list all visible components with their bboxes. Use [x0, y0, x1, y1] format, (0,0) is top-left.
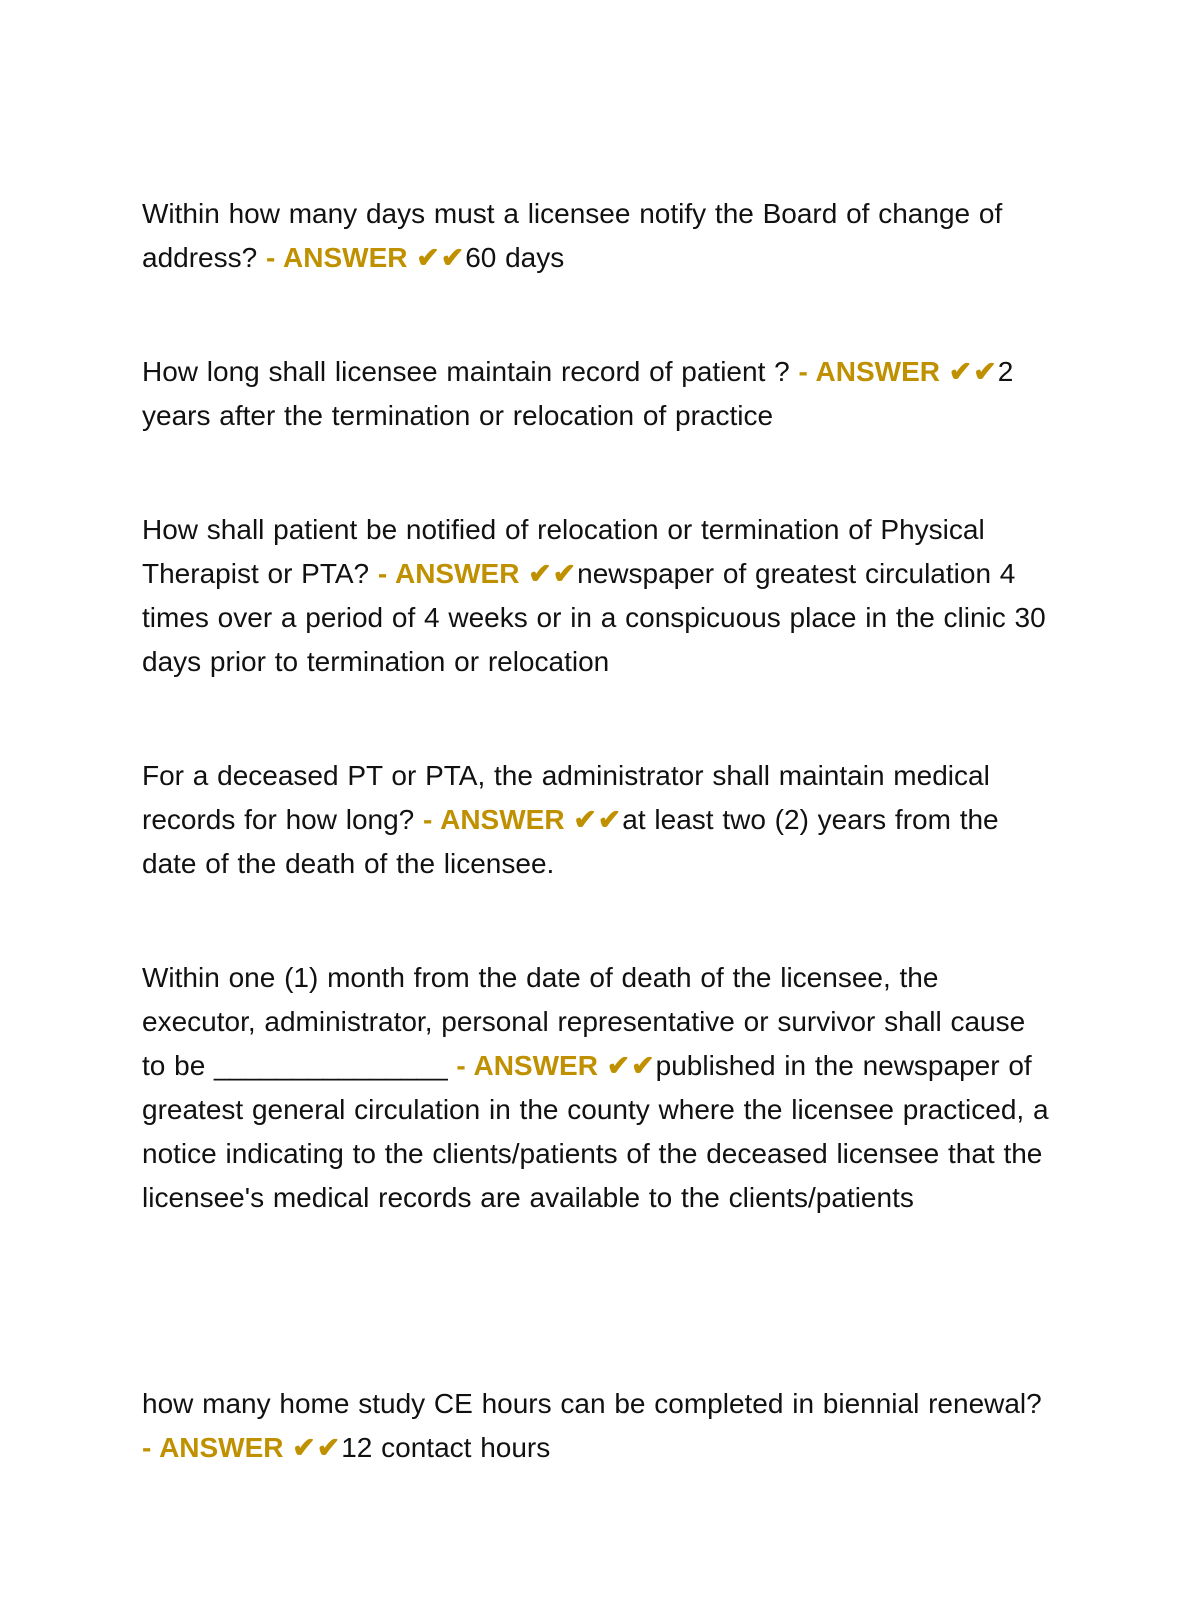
qa-item	[142, 754, 1050, 886]
qa-item	[142, 508, 1050, 684]
answer-text: 60 days	[465, 242, 565, 273]
answer-marker: - ANSWER	[798, 356, 949, 387]
answer-text: 2 years after the termination or relocation of practice	[142, 356, 1014, 431]
answer-marker: - ANSWER	[423, 804, 574, 835]
question-text: How shall patient be notified of relocation or termination of Physical Therapist or PTA?	[142, 514, 985, 589]
checkmark-icons: ✔✔	[528, 558, 578, 589]
answer-marker: - ANSWER	[377, 558, 529, 589]
answer-marker: - ANSWER	[142, 1432, 293, 1463]
answer-text: newspaper of greatest circulation 4 times over a period of 4 weeks or in a conspicuous place in the clinic 30 days prior to termination or relocation	[142, 558, 1046, 677]
answer-marker: - ANSWER	[265, 242, 417, 273]
qa-item	[142, 350, 1050, 438]
qa-item	[142, 1382, 1050, 1470]
question-text: Within one (1) month from the date of death of the licensee, the executor, administrator, personal representative or survivor shall cause to be _______________	[142, 962, 1026, 1081]
checkmark-icons: ✔✔	[573, 804, 623, 835]
qa-item	[142, 956, 1050, 1220]
checkmark-icons: ✔✔	[416, 242, 466, 273]
question-text: How long shall licensee maintain record of patient ?	[142, 356, 799, 387]
qa-item	[142, 192, 1050, 280]
question-text: For a deceased PT or PTA, the administrator shall maintain medical records for how long?	[142, 760, 990, 835]
checkmark-icons: ✔✔	[292, 1432, 342, 1463]
answer-text: at least two (2) years from the date of the death of the licensee.	[142, 804, 999, 879]
answer-text: 12 contact hours	[341, 1432, 551, 1463]
answer-marker: - ANSWER	[456, 1050, 607, 1081]
checkmark-icons: ✔✔	[606, 1050, 656, 1081]
question-text: Within how many days must a licensee notify the Board of change of address?	[142, 198, 1003, 273]
checkmark-icons: ✔✔	[948, 356, 998, 387]
answer-text: published in the newspaper of greatest general circulation in the county where the licensee practiced, a notice indicating to the clients/patients of the deceased licensee that the licensee's medical records are available to the clients/patients	[142, 1050, 1049, 1213]
question-text: how many home study CE hours can be completed in biennial renewal?	[142, 1388, 1042, 1419]
